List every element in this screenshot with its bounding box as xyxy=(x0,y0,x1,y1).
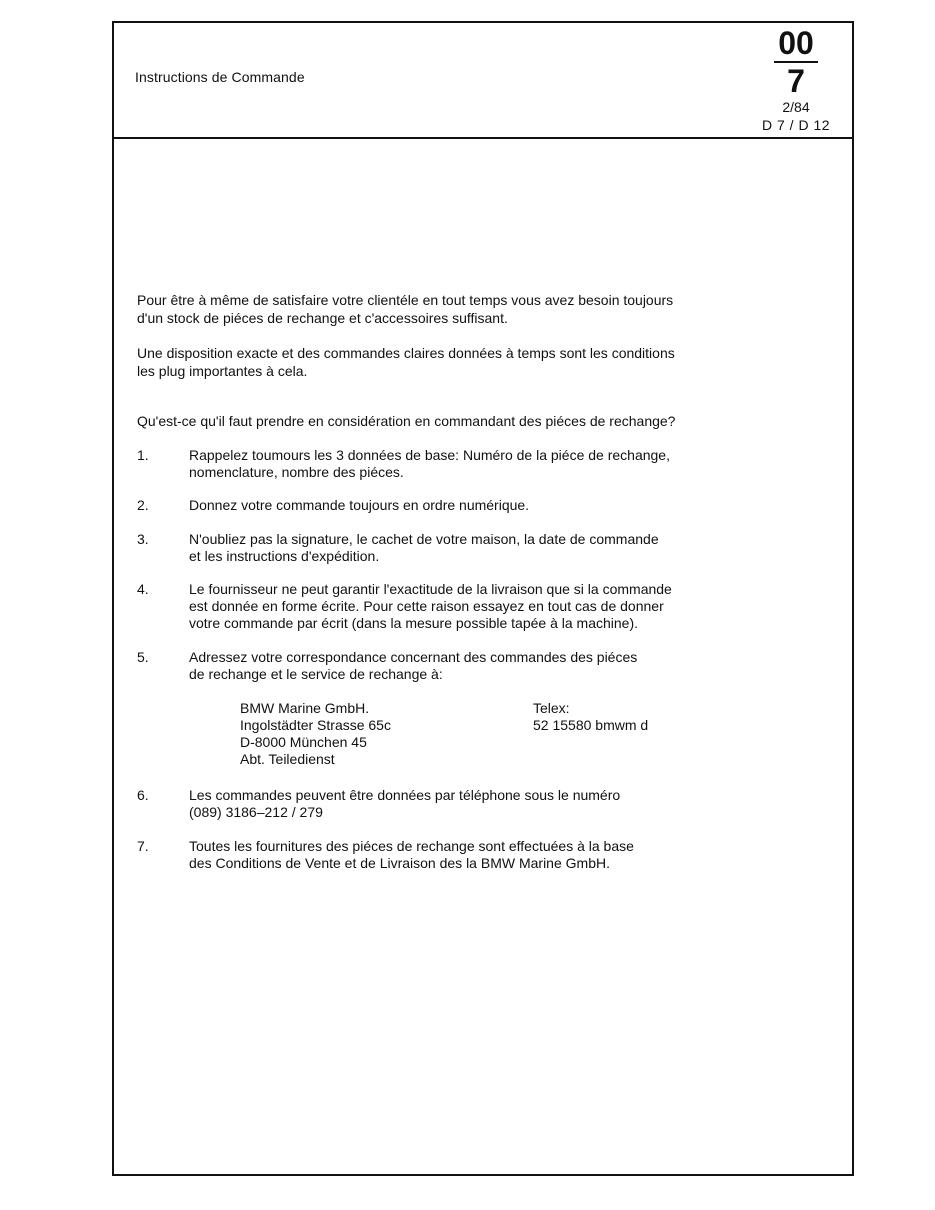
issue-date: 2/84 xyxy=(782,99,810,115)
list-item-line: (089) 3186–212 / 279 xyxy=(189,804,323,820)
address-street: Ingolstädter Strasse 65c xyxy=(240,717,391,733)
address-department: Abt. Teiledienst xyxy=(240,751,335,767)
list-item-number: 4. xyxy=(137,581,149,597)
list-item-number: 5. xyxy=(137,649,149,665)
list-item-line: et les instructions d'expédition. xyxy=(189,548,380,564)
list-item-line: des Conditions de Vente et de Livraison des la BMW Marine GmbH. xyxy=(189,855,610,871)
address-company: BMW Marine GmbH. xyxy=(240,700,370,716)
document-title: Instructions de Commande xyxy=(135,69,305,85)
list-item-line: Rappelez toumours les 3 données de base: Numéro de la piéce de rechange, xyxy=(189,447,670,463)
list-item-line: Toutes les fournitures des piéces de rechange sont effectuées à la base xyxy=(189,838,634,854)
model-designation: D 7 / D 12 xyxy=(761,117,831,133)
list-item-line: de rechange et le service de rechange à: xyxy=(189,666,443,682)
list-item-text xyxy=(189,787,729,821)
list-item-line: Adressez votre correspondance concernant des commandes des piéces xyxy=(189,649,638,665)
list-item-line: est donnée en forme écrite. Pour cette raison essayez en tout cas de donner xyxy=(189,598,664,614)
list-item-text xyxy=(189,649,729,683)
header-divider xyxy=(112,137,854,139)
list-item-number: 1. xyxy=(137,447,149,463)
list-item-line: Les commandes peuvent être données par téléphone sous le numéro xyxy=(189,787,621,803)
intro-paragraph-1-line: Pour être à même de satisfaire votre clientéle en tout temps vous avez besoin toujours xyxy=(137,292,674,308)
address-city: D-8000 München 45 xyxy=(240,734,367,750)
intro-paragraph-2-line: Une disposition exacte et des commandes claires données à temps sont les conditions xyxy=(137,345,675,361)
section-number-top: 00 xyxy=(778,25,814,61)
list-item-line: Le fournisseur ne peut garantir l'exactitude de la livraison que si la commande xyxy=(189,581,672,597)
list-item-number: 7. xyxy=(137,838,149,854)
list-item-text xyxy=(189,838,729,872)
list-item-number: 2. xyxy=(137,497,149,513)
list-item-line: Donnez votre commande toujours en ordre numérique. xyxy=(189,497,530,513)
list-item-line: N'oubliez pas la signature, le cachet de votre maison, la date de commande xyxy=(189,531,659,547)
list-item-text xyxy=(189,531,729,565)
telex-number: 52 15580 bmwm d xyxy=(533,717,649,733)
list-item-number: 6. xyxy=(137,787,149,803)
intro-paragraph-2-line: les plug importantes à cela. xyxy=(137,363,308,379)
list-item-text xyxy=(189,447,729,481)
question-heading: Qu'est-ce qu'il faut prendre en considération en commandant des piéces de rechange? xyxy=(137,413,676,429)
list-item-line: votre commande par écrit (dans la mesure possible tapée à la machine). xyxy=(189,615,638,631)
intro-paragraph-1 xyxy=(137,291,737,327)
intro-paragraph-1-line: d'un stock de piéces de rechange et c'accessoires suffisant. xyxy=(137,310,508,326)
section-number-bottom: 7 xyxy=(787,63,805,99)
list-item-text xyxy=(189,497,729,514)
list-item-number: 3. xyxy=(137,531,149,547)
telex-info xyxy=(533,700,648,734)
section-code xyxy=(770,27,822,97)
telex-label: Telex: xyxy=(533,700,570,716)
list-item-line: nomenclature, nombre des piéces. xyxy=(189,464,404,480)
postal-address xyxy=(240,700,391,768)
intro-paragraph-2 xyxy=(137,344,737,380)
list-item-text xyxy=(189,581,729,632)
